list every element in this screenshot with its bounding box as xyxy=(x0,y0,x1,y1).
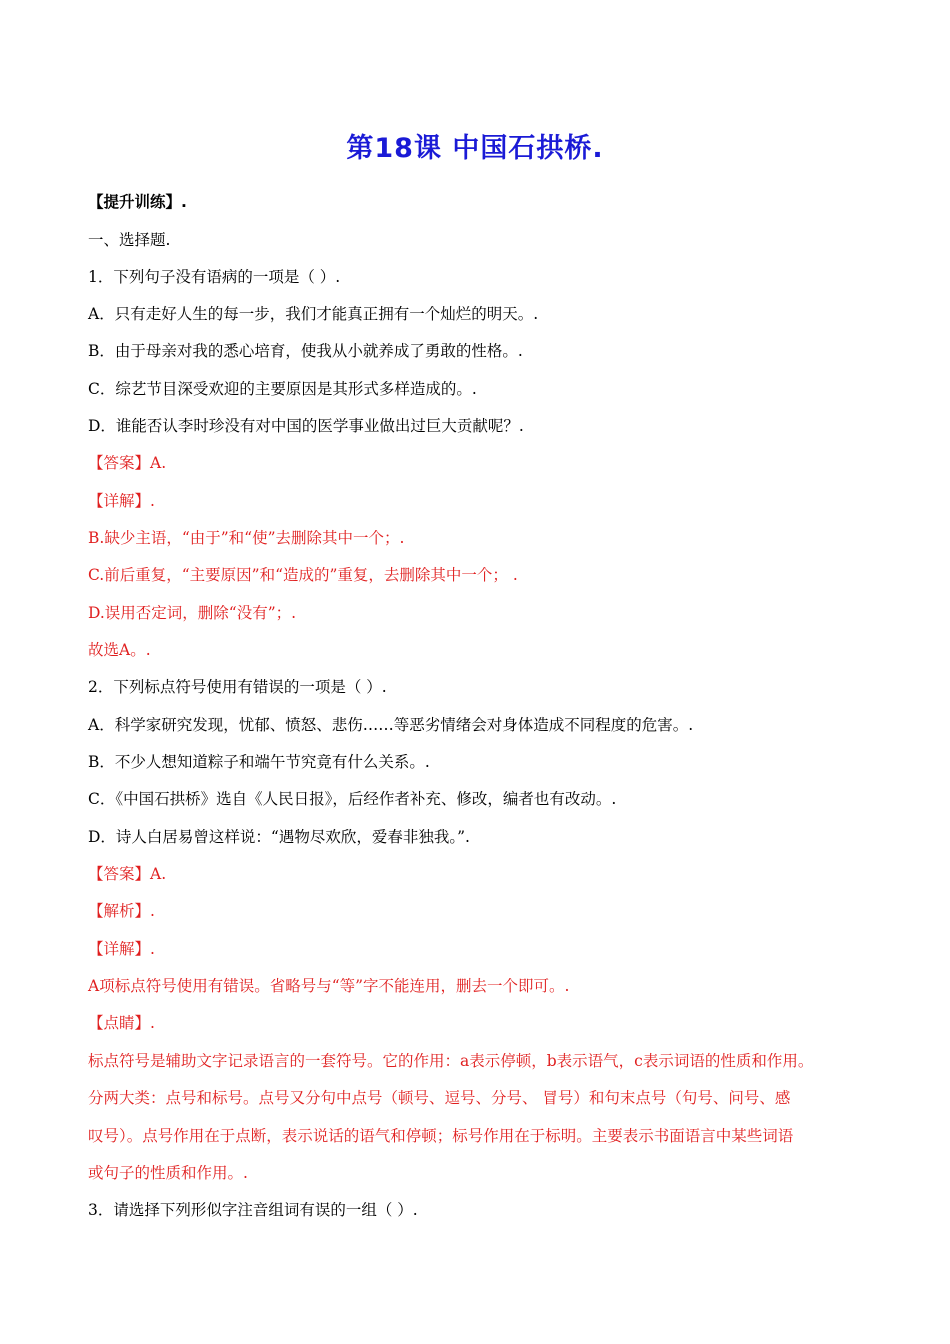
question-2-note-line-2: 分两大类：点号和标号。点号又分句中点号（顿号、逗号、分号、 冒号）和句末点号（句号、问号、感 xyxy=(88,1089,791,1107)
question-2-option-d: D．诗人白居易曾这样说：“遇物尽欢欣，爱春非独我。”. xyxy=(88,828,470,846)
question-2-option-c: C．《中国石拱桥》选自《人民日报》，后经作者补充、修改，编者也有改动。. xyxy=(88,790,617,808)
question-2-stem: 2．下列标点符号使用有错误的一项是（ ）. xyxy=(88,678,387,696)
question-1-option-c: C．综艺节目深受欢迎的主要原因是其形式多样造成的。. xyxy=(88,380,477,398)
page-title: 第18课 中国石拱桥. xyxy=(346,133,604,164)
question-1-option-d: D．谁能否认李时珍没有对中国的医学事业做出过巨大贡献呢？. xyxy=(88,417,524,435)
question-1-answer: 【答案】A. xyxy=(88,454,167,472)
question-2-note-line-3: 叹号）。点号作用在于点断，表示说话的语气和停顿；标号作用在于标明。主要表示书面语言中某些词语 xyxy=(88,1127,794,1145)
question-2-option-a: A．科学家研究发现，忧郁、愤怒、悲伤……等恶劣情绪会对身体造成不同程度的危害。. xyxy=(88,716,694,734)
question-2-note-label: 【点睛】. xyxy=(88,1014,155,1032)
question-1-detail-label: 【详解】. xyxy=(88,492,155,510)
question-2-answer: 【答案】A. xyxy=(88,865,167,883)
question-1-option-a: A．只有走好人生的每一步，我们才能真正拥有一个灿烂的明天。. xyxy=(88,305,539,323)
question-1-explanation-d: D.误用否定词，删除“没有”；. xyxy=(88,604,297,622)
question-2-option-b: B．不少人想知道粽子和端午节究竟有什么关系。. xyxy=(88,753,430,771)
section-heading: 【提升训练】. xyxy=(88,193,187,211)
question-2-detail-label: 【详解】. xyxy=(88,940,155,958)
question-2-detail: A项标点符号使用有错误。省略号与“等”字不能连用，删去一个即可。. xyxy=(88,977,570,995)
question-1-conclusion: 故选A。. xyxy=(88,641,151,659)
part-heading: 一、选择题. xyxy=(88,231,171,249)
question-1-explanation-c: C.前后重复，“主要原因”和“造成的”重复，去删除其中一个； . xyxy=(88,566,518,584)
question-2-note-line-4: 或句子的性质和作用。. xyxy=(88,1164,248,1182)
question-1-stem: 1．下列句子没有语病的一项是（ ）. xyxy=(88,268,341,286)
question-1-explanation-b: B.缺少主语，“由于”和“使”去删除其中一个；. xyxy=(88,529,405,547)
question-2-analysis-label: 【解析】. xyxy=(88,902,155,920)
question-1-option-b: B．由于母亲对我的悉心培育，使我从小就养成了勇敢的性格。. xyxy=(88,342,523,360)
question-2-note-line-1: 标点符号是辅助文字记录语言的一套符号。它的作用：a表示停顿，b表示语气，c表示词语的性质和作用。 xyxy=(88,1052,814,1070)
question-3-stem: 3．请选择下列形似字注音组词有误的一组（ ）. xyxy=(88,1201,418,1219)
